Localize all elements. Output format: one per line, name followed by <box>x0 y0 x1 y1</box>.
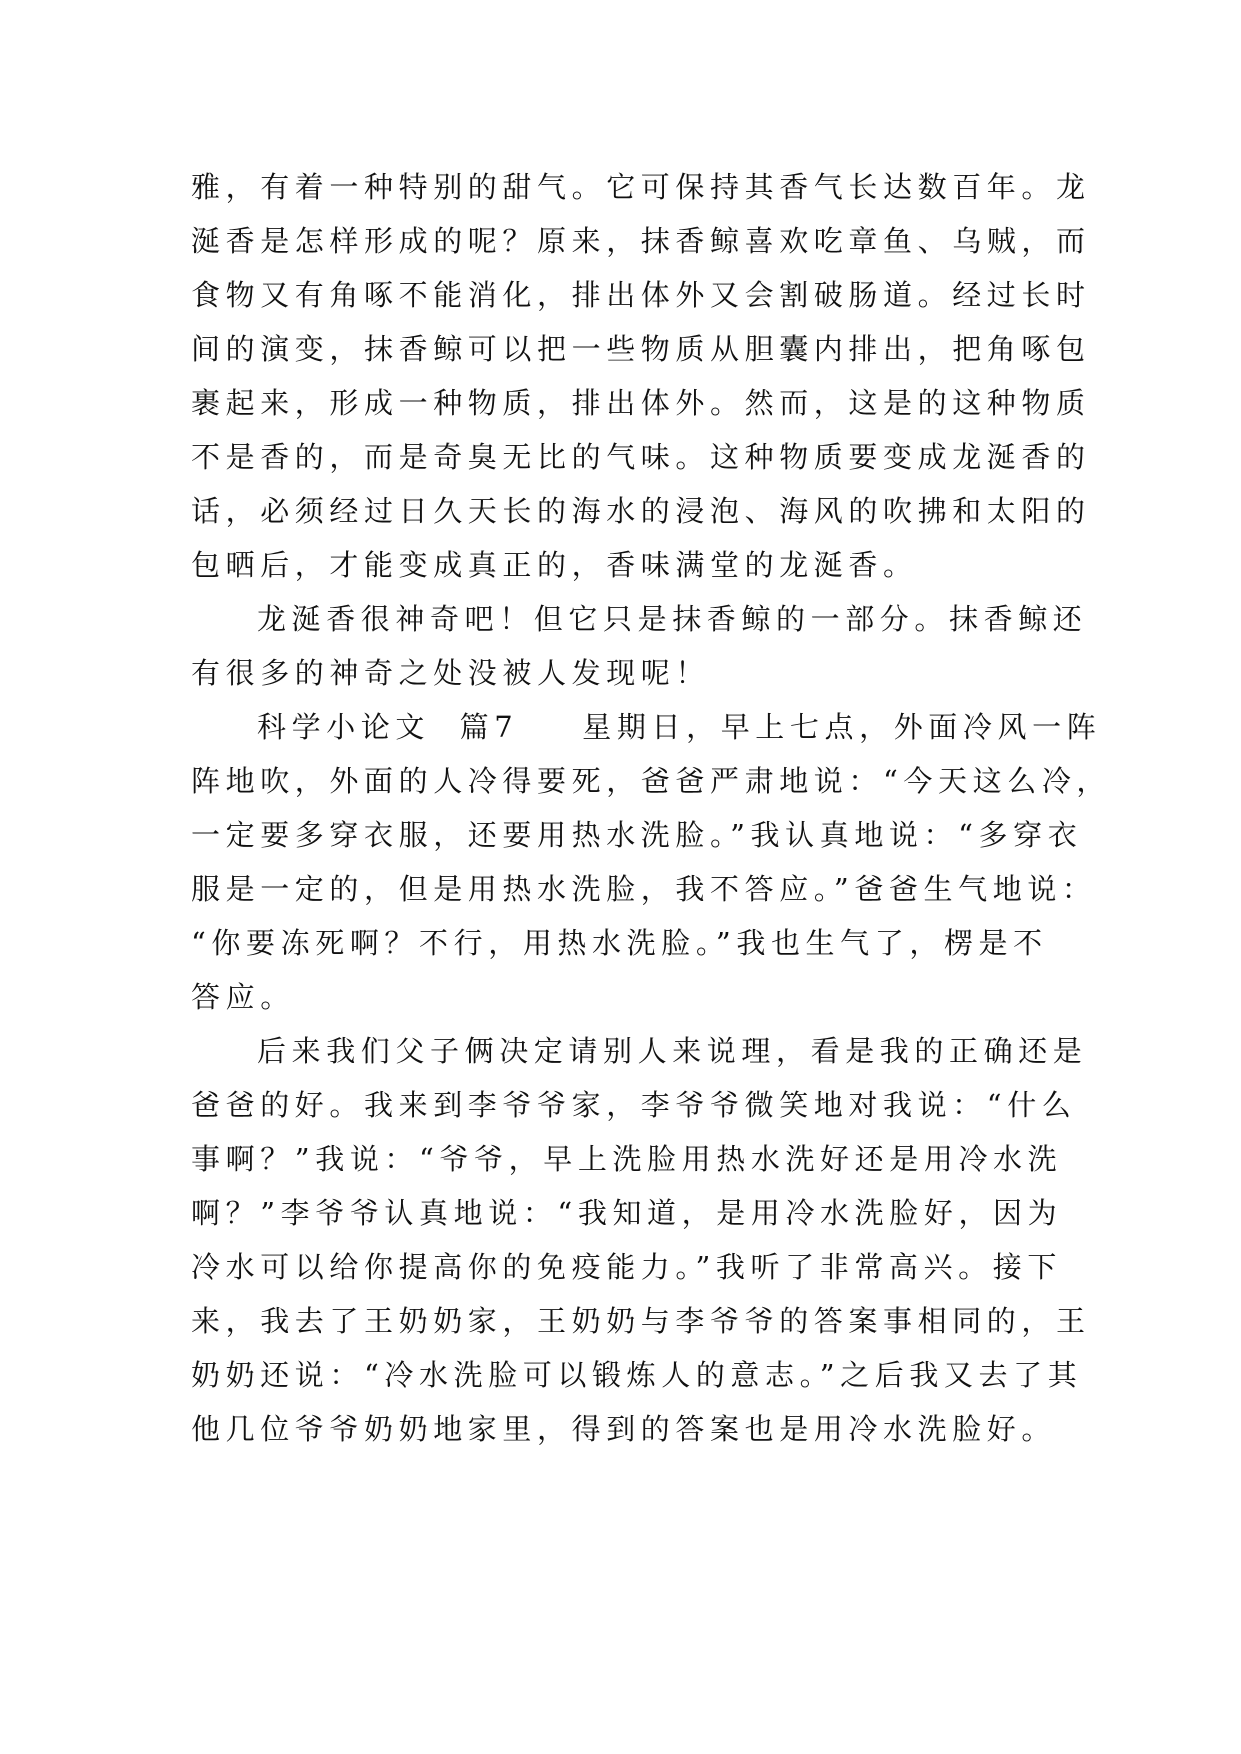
section-heading: 科学小论文 篇7 <box>257 710 519 744</box>
text-line: 冷水可以给你提高你的免疫能力。”我听了非常高兴。接下 <box>191 1250 1062 1284</box>
text-line: 不是香的，而是奇臭无比的气味。这种物质要变成龙涎香的 <box>191 440 1091 474</box>
text-line: 间的演变，抹香鲸可以把一些物质从胆囊内排出，把角啄包 <box>191 332 1091 366</box>
text-line: 包晒后，才能变成真正的，香味满堂的龙涎香。 <box>191 548 918 582</box>
text-line: 一定要多穿衣服，还要用热水洗脸。”我认真地说：“多穿衣 <box>191 818 1083 852</box>
text-line: 有很多的神奇之处没被人发现呢！ <box>191 656 711 690</box>
paragraph-start-line: 龙涎香很神奇吧！但它只是抹香鲸的一部分。抹香鲸还 <box>257 602 1088 636</box>
text-line: 他几位爷爷奶奶地家里，得到的答案也是用冷水洗脸好。 <box>191 1412 1057 1446</box>
text-line: 话，必须经过日久天长的海水的浸泡、海风的吹拂和太阳的 <box>191 494 1091 528</box>
article-body <box>191 160 1112 1456</box>
section-heading-line <box>191 700 1102 754</box>
text-line: 答应。 <box>191 980 295 1014</box>
text-line: 来，我去了王奶奶家，王奶奶与李爷爷的答案事相同的，王 <box>191 1304 1091 1338</box>
text-line: 事啊？”我说：“爷爷，早上洗脸用热水洗好还是用冷水洗 <box>191 1142 1063 1176</box>
text-line: 食物又有角啄不能消化，排出体外又会割破肠道。经过长时 <box>191 278 1091 312</box>
text-line: 服是一定的，但是用热水洗脸，我不答应。”爸爸生气地说： <box>191 872 1097 906</box>
paragraph-start-line: 后来我们父子俩决定请别人来说理，看是我的正确还是 <box>257 1034 1088 1068</box>
text-line: 裹起来，形成一种物质，排出体外。然而，这是的这种物质 <box>191 386 1091 420</box>
text-line: 爸爸的好。我来到李爷爷家，李爷爷微笑地对我说：“什么 <box>191 1088 1077 1122</box>
text-line: 雅，有着一种特别的甜气。它可保持其香气长达数百年。龙 <box>191 170 1091 204</box>
text-line: 阵地吹，外面的人冷得要死，爸爸严肃地说：“今天这么冷， <box>191 764 1112 798</box>
section-intro-text: 星期日，早上七点，外面冷风一阵 <box>582 710 1102 744</box>
text-line: 啊？”李爷爷认真地说：“我知道，是用冷水洗脸好，因为 <box>191 1196 1063 1230</box>
text-line: “你要冻死啊？不行，用热水洗脸。”我也生气了，楞是不 <box>191 926 1048 960</box>
text-line: 涎香是怎样形成的呢？原来，抹香鲸喜欢吃章鱼、乌贼，而 <box>191 224 1091 258</box>
text-line: 奶奶还说：“冷水洗脸可以锻炼人的意志。”之后我又去了其 <box>191 1358 1083 1392</box>
